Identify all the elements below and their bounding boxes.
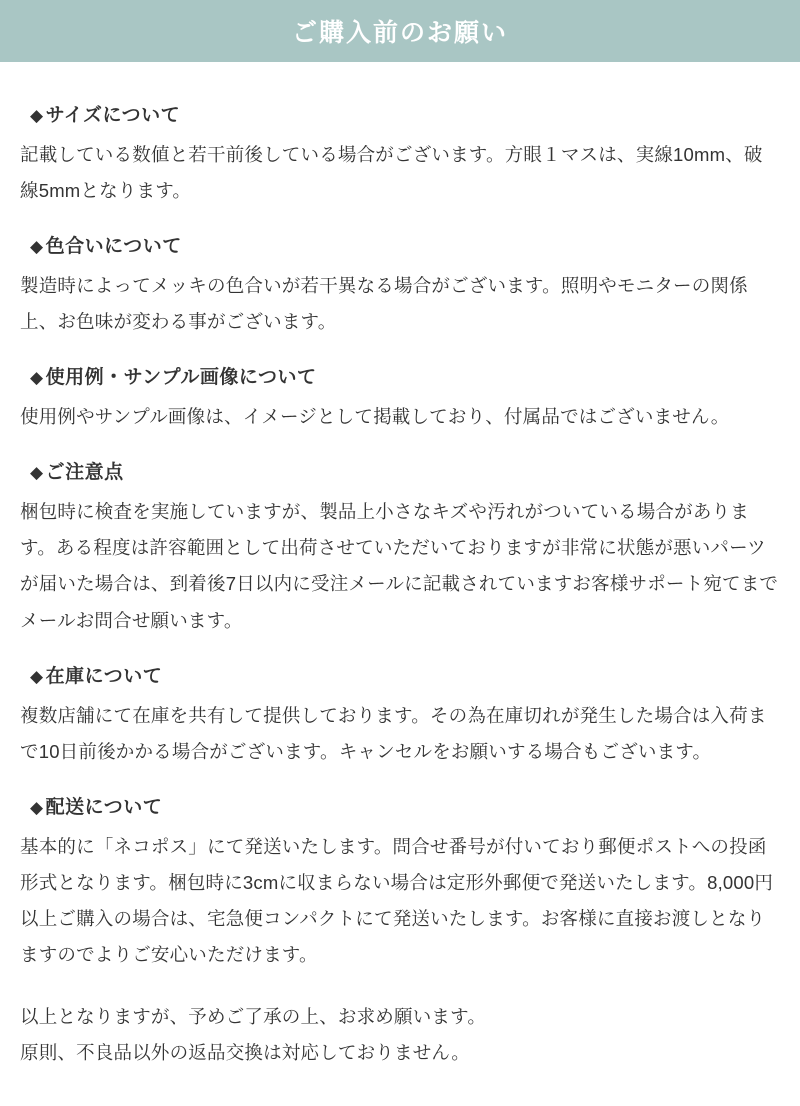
section-heading-sample-images-label: 使用例・サンプル画像について [45,367,317,389]
section-body-color: 製造時によってメッキの色合いが若干異なる場合がございます。照明やモニターの関係上、お色味が変わる事がございます。 [20,275,748,333]
section-heading-color-label: 色合いについて [45,236,182,258]
section-heading-color [30,231,780,258]
closing-note [20,999,780,1071]
page-title: ご購入前のお願い [291,19,508,47]
diamond-bullet-icon: ◆ [30,666,44,686]
section-heading-cautions-label: ご注意点 [45,462,124,484]
diamond-bullet-icon: ◆ [30,463,44,483]
section-heading-size-label: サイズについて [45,105,181,126]
closing-note-line-2: 原則、不良品以外の返品交換は対応しておりません。 [20,1042,470,1063]
section-heading-cautions [30,457,780,484]
diamond-bullet-icon: ◆ [30,368,44,388]
section-body-shipping: 基本的に「ネコポス」にて発送いたします。問合せ番号が付いており郵便ポストへの投函形式となります。梱包時に3cmに収まらない場合は定形外郵便で発送いたします。8,000円以上ご購入の場合は、宅急便コンパクトにて発送いたします。お客様に直接お渡しとなりますのでよりご安心いただけます。 [20,835,774,965]
section-body-cautions: 梱包時に検査を実施していますが、製品上小さなキズや汚れがついている場合があります。ある程度は許容範囲として出荷させていただいておりますが非常に状態が悪いパーツが届いた場合は、到着後7日以内に受注メールに記載されていますお客様サポート宛てまでメールお問合せ願います。 [20,501,779,631]
section-heading-stock-label: 在庫について [45,665,163,687]
section-color [20,231,780,340]
page-header-band [0,0,800,62]
section-heading-size [30,100,780,127]
section-heading-shipping [30,792,780,819]
section-body-size: 記載している数値と若干前後している場合がございます。方眼１マスは、実線10mm、破線5mmとなります。 [20,144,763,202]
section-body-stock: 複数店舗にて在庫を共有して提供しております。その為在庫切れが発生した場合は入荷まで10日前後かかる場合がございます。キャンセルをお願いする場合もございます。 [20,704,767,762]
section-heading-stock [30,661,780,688]
section-size [20,100,780,209]
diamond-bullet-icon: ◆ [30,106,44,125]
section-shipping [20,792,780,973]
closing-note-line-1: 以上となりますが、予めご了承の上、お求め願います。 [20,1005,487,1027]
section-body-sample-images: 使用例やサンプル画像は、イメージとして掲載しており、付属品ではございません。 [20,406,730,428]
notice-content [0,62,800,1081]
section-sample-images [20,362,780,435]
section-heading-shipping-label: 配送について [45,796,163,818]
diamond-bullet-icon: ◆ [30,797,44,817]
section-stock [20,661,780,770]
section-cautions [20,457,780,638]
diamond-bullet-icon: ◆ [30,237,44,257]
section-heading-sample-images [30,362,780,389]
